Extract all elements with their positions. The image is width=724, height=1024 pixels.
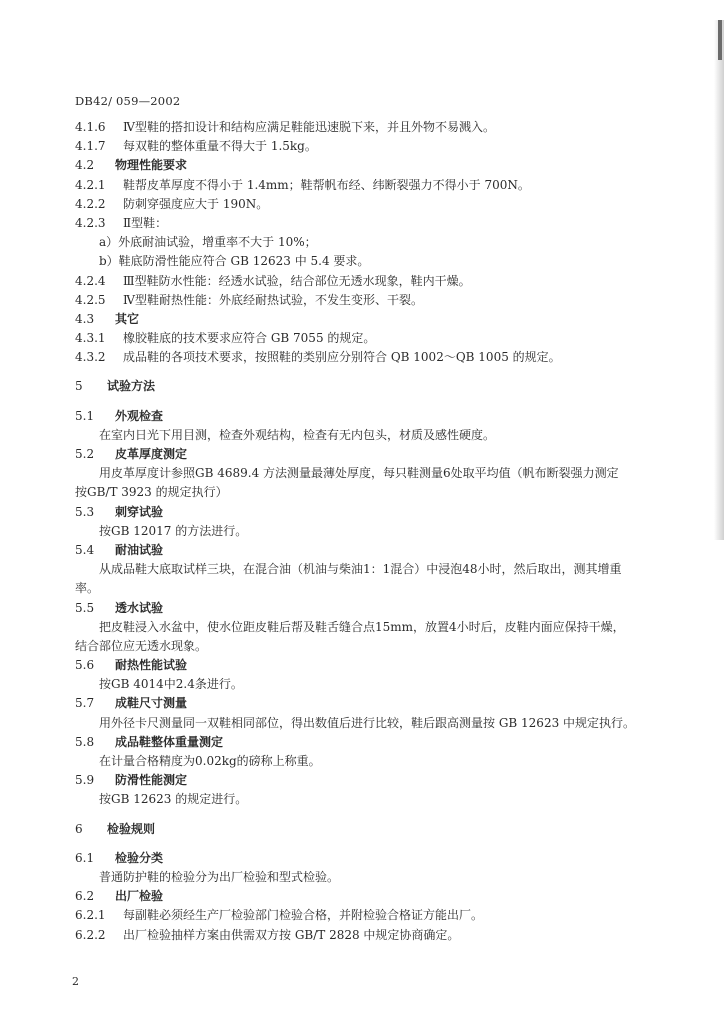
clause-number: 5.9 bbox=[75, 773, 95, 788]
section-4-2-heading bbox=[75, 156, 695, 175]
section-6-2-heading bbox=[75, 887, 695, 906]
section-gap bbox=[75, 397, 695, 407]
section-6-1-heading bbox=[75, 849, 695, 868]
clause-number: 4.3.2 bbox=[75, 350, 106, 365]
chapter-title: 检验规则 bbox=[107, 821, 156, 836]
section-title: 皮革厚度测定 bbox=[115, 447, 188, 461]
section-5-7-heading bbox=[75, 694, 695, 713]
paragraph: 普通防护鞋的检验分为出厂检验和型式检验。 bbox=[99, 869, 340, 884]
clause-number: 5.1 bbox=[75, 408, 95, 423]
section-title: 透水试验 bbox=[115, 600, 164, 615]
paragraph: 用皮革厚度计参照GB 4689.4 方法测量最薄处厚度，每只鞋测量6处取平均值（帆布断裂强力测定 bbox=[99, 466, 619, 481]
clause-number: 4.2.4 bbox=[75, 273, 106, 288]
clause-4-3-2 bbox=[75, 348, 695, 367]
chapter-5-heading bbox=[75, 377, 695, 396]
clause-6-2-2 bbox=[75, 926, 695, 945]
paragraph: 在室内日光下用目测，检查外观结构，检查有无内包头，材质及感性硬度。 bbox=[99, 427, 496, 442]
paragraph-continuation: 结合部位应无透水现象。 bbox=[75, 638, 208, 653]
section-title: 物理性能要求 bbox=[115, 158, 188, 173]
clause-text: 橡胶鞋底的技术要求应符合 GB 7055 的规定。 bbox=[123, 331, 376, 346]
section-title: 成鞋尺寸测量 bbox=[115, 696, 188, 711]
section-title: 耐热性能试验 bbox=[115, 658, 188, 673]
section-title: 耐油试验 bbox=[115, 542, 164, 557]
clause-number: 5.2 bbox=[75, 447, 95, 461]
clause-number: 4.1.7 bbox=[75, 139, 106, 154]
clause-text: Ⅳ型鞋耐热性能：外底经耐热试验，不发生变形、干裂。 bbox=[123, 292, 423, 307]
clause-text: 每副鞋必须经生产厂检验部门检验合格，并附检验合格证方能出厂。 bbox=[123, 908, 484, 923]
clause-number: 4.3.1 bbox=[75, 331, 106, 346]
clause-number: 5.6 bbox=[75, 658, 95, 673]
chapter-title: 试验方法 bbox=[107, 379, 156, 394]
clause-number: 5.8 bbox=[75, 734, 95, 749]
clause-text: Ⅲ型鞋防水性能：经透水试验，结合部位无透水现象，鞋内干燥。 bbox=[123, 273, 471, 288]
scan-edge-shadow bbox=[714, 20, 724, 540]
paragraph: 把皮鞋浸入水盆中，使水位距皮鞋后帮及鞋舌缝合点15mm，放置4小时后，皮鞋内面应保持干燥， bbox=[99, 619, 625, 634]
clause-4-2-4 bbox=[75, 272, 695, 291]
section-5-5-heading bbox=[75, 599, 695, 618]
section-gap bbox=[75, 367, 695, 377]
section-gap bbox=[75, 839, 695, 849]
paragraph: 用外径卡尺测量同一双鞋相同部位，得出数值后进行比较，鞋后跟高测量按 GB 12623 中规定执行。 bbox=[99, 715, 636, 730]
section-title: 出厂检验 bbox=[115, 889, 164, 904]
clause-4-1-6 bbox=[75, 118, 695, 137]
document-body bbox=[75, 118, 695, 945]
clause-number: 6.2.2 bbox=[75, 927, 106, 942]
paragraph: 按GB 12623 的规定进行。 bbox=[99, 792, 248, 807]
clause-number: 4.1.6 bbox=[75, 120, 106, 134]
clause-number: 5.3 bbox=[75, 504, 95, 519]
chapter-number: 5 bbox=[75, 379, 83, 394]
clause-number: 4.3 bbox=[75, 311, 95, 326]
clause-text: 每双鞋的整体重量不得大于 1.5kg。 bbox=[123, 139, 317, 154]
clause-number: 4.2 bbox=[75, 158, 95, 173]
section-5-8-heading bbox=[75, 733, 695, 752]
clause-number: 4.2.3 bbox=[75, 215, 106, 230]
clause-text: 成品鞋的各项技术要求，按照鞋的类别应分别符合 QB 1002～QB 1005 的规定。 bbox=[123, 350, 561, 365]
clause-text: Ⅱ型鞋： bbox=[123, 215, 168, 230]
clause-number: 5.4 bbox=[75, 542, 95, 557]
paragraph-continuation: 按GB/T 3923 的规定执行） bbox=[75, 485, 228, 500]
clause-number: 5.5 bbox=[75, 600, 95, 615]
clause-4-3-1 bbox=[75, 329, 695, 348]
section-5-4-heading bbox=[75, 541, 695, 560]
section-5-9-heading bbox=[75, 771, 695, 790]
paragraph: 按GB 12017 的方法进行。 bbox=[99, 523, 248, 538]
section-5-2-heading bbox=[75, 445, 695, 464]
section-title: 成品鞋整体重量测定 bbox=[115, 734, 224, 749]
clause-4-2-1 bbox=[75, 176, 695, 195]
clause-number: 6.2 bbox=[75, 889, 95, 904]
clause-4-2-2 bbox=[75, 195, 695, 214]
scan-edge-mark bbox=[718, 20, 722, 60]
list-item-b: b）鞋底防滑性能应符合 GB 12623 中 5.4 要求。 bbox=[99, 254, 370, 269]
section-gap bbox=[75, 810, 695, 820]
section-5-3-heading bbox=[75, 503, 695, 522]
paragraph-continuation: 率。 bbox=[75, 581, 100, 596]
clause-text: Ⅳ型鞋的搭扣设计和结构应满足鞋能迅速脱下来，并且外物不易溅入。 bbox=[123, 120, 495, 134]
chapter-number: 6 bbox=[75, 821, 83, 836]
document-code: DB42/ 059—2002 bbox=[75, 94, 181, 108]
clause-6-2-1 bbox=[75, 906, 695, 925]
paragraph: 在计量合格精度为0.02kg的磅称上称重。 bbox=[99, 754, 321, 768]
clause-number: 6.1 bbox=[75, 850, 95, 865]
clause-text: 防刺穿强度应大于 190N。 bbox=[123, 196, 269, 211]
list-item-a: a）外底耐油试验，增重率不大于 10%； bbox=[99, 235, 317, 250]
paragraph: 从成品鞋大底取试样三块，在混合油（机油与柴油1：1混合）中浸泡48小时，然后取出，测其增重 bbox=[99, 562, 622, 577]
section-title: 外观检查 bbox=[115, 408, 164, 423]
chapter-6-heading bbox=[75, 820, 695, 839]
clause-text: 鞋帮皮革厚度不得小于 1.4mm；鞋帮帆布经、纬断裂强力不得小于 700N。 bbox=[123, 177, 530, 192]
section-title: 其它 bbox=[115, 311, 140, 326]
section-title: 检验分类 bbox=[115, 850, 164, 865]
paragraph: 按GB 4014中2.4条进行。 bbox=[99, 677, 243, 692]
clause-number: 4.2.2 bbox=[75, 196, 106, 211]
section-5-6-heading bbox=[75, 656, 695, 675]
section-title: 刺穿试验 bbox=[115, 504, 164, 519]
section-title: 防滑性能测定 bbox=[115, 773, 188, 788]
section-5-1-heading bbox=[75, 407, 695, 426]
clause-4-2-5 bbox=[75, 291, 695, 310]
clause-number: 4.2.5 bbox=[75, 292, 106, 307]
clause-number: 4.2.1 bbox=[75, 177, 106, 192]
clause-number: 6.2.1 bbox=[75, 908, 106, 923]
section-4-3-heading bbox=[75, 310, 695, 329]
clause-number: 5.7 bbox=[75, 696, 95, 711]
page-number: 2 bbox=[72, 975, 79, 988]
clause-text: 出厂检验抽样方案由供需双方按 GB/T 2828 中规定协商确定。 bbox=[123, 927, 460, 942]
clause-4-1-7 bbox=[75, 137, 695, 156]
clause-4-2-3 bbox=[75, 214, 695, 233]
